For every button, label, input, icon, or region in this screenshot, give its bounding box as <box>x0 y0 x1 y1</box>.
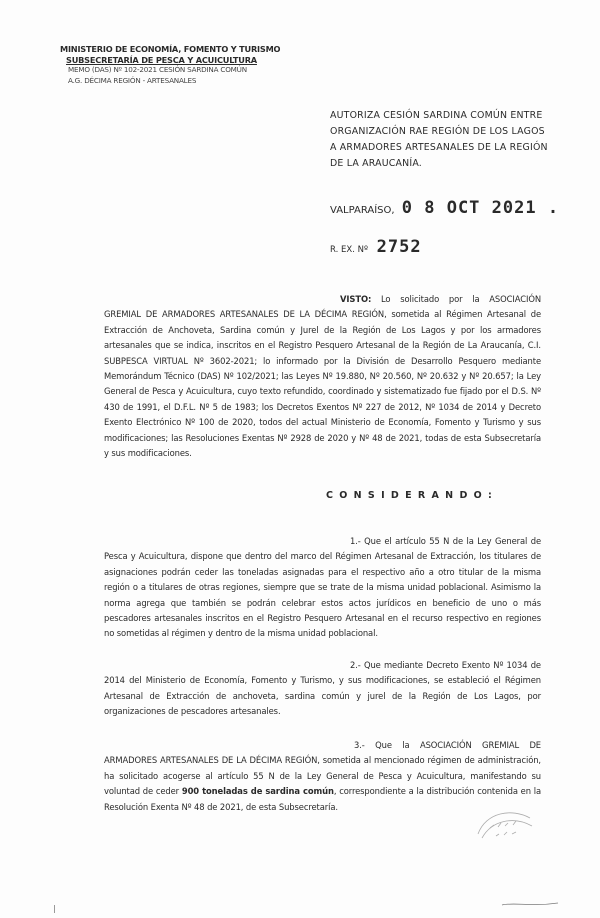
paragraph-3-end: , correspondiente a la distribución contenida en la Resolución Exenta Nº 48 de 2021, de esta Subsecretaría. <box>104 786 541 812</box>
visto-text: Lo solicitado por la ASOCIACIÓN GREMIAL DE ARMADORES ARTESANALES DE LA DÉCIMA REGIÓN, sometida al Régimen Artesanal de Extracción de Anchoveta, Sardina común y Jurel de la Región de Los Lagos y por los armadores artesanales que se indica, inscritos en el Registro Pesquero Artesanal de la Región de La Araucanía, C.I. SUBPESCA VIRTUAL Nº 3602-2021; lo informado por la División de Desarrollo Pesquero mediante Memorándum Técnico (DAS) Nº 102/2021; las Leyes Nº 19.880, Nº 20.560, Nº 20.632 y Nº 20.657; la Ley General de Pesca y Acuicultura, cuyo texto refundido, coordinado y sistematizado fue fijado por el D.S. Nº 430 de 1991, el D.F.L. Nº 5 de 1983; los Decretos Exentos Nº 227 de 2012, Nº 1034 de 2014 y Decreto Exento Electrónico Nº 100 de 2020, todos del actual Ministerio de Economía, Fomento y Turismo y sus modificaciones; las Resoluciones Exentas Nº 2928 de 2020 y Nº 48 de 2021, todas de esta Subsecretaría y sus modificaciones. <box>104 294 541 459</box>
letterhead <box>60 44 300 86</box>
ministry-name: MINISTERIO DE ECONOMÍA, FOMENTO Y TURISMO <box>60 44 281 54</box>
considerando-heading: C O N S I D E R A N D O : <box>326 490 494 501</box>
scan-edge-mark <box>54 905 63 913</box>
resolution-number <box>330 237 422 257</box>
visto-label: VISTO: <box>340 294 372 304</box>
document-title: AUTORIZA CESIÓN SARDINA COMÚN ENTRE ORGANIZACIÓN RAE REGIÓN DE LOS LAGOS A ARMADORES ARTESANALES DE LA REGIÓN DE LA ARAUCANÍA. <box>330 110 548 169</box>
subsecretariat-name: SUBSECRETARÍA DE PESCA Y ACUICULTURA <box>66 54 257 65</box>
ceded-tonnage: 900 toneladas de sardina común <box>181 786 334 797</box>
place-date <box>330 198 559 218</box>
memo-reference: MEMO (DAS) Nº 102-2021 CESIÓN SARDINA COMÚN <box>68 65 247 74</box>
paragraph-3-start: 3.- Que la ASOCIACIÓN GREMIAL DE ARMADORES ARTESANALES DE LA DÉCIMA REGIÓN, sometida al mencionado régimen de administración, ha solicitado acogerse al artículo 55 N de la Ley General de Pesca y Acuicultura, manifestando su voluntad de ceder <box>104 740 541 797</box>
considerando-paragraph-3 <box>104 738 541 815</box>
stamped-date: 0 8 OCT 2021 . <box>401 198 560 218</box>
resolution-label: R. EX. Nº <box>330 245 368 255</box>
memo-subreference: A.G. DÉCIMA REGIÓN - ARTESANALES <box>68 75 197 85</box>
resolution-value: 2752 <box>376 237 422 257</box>
place-label: VALPARAÍSO, <box>330 205 395 216</box>
official-stamp-icon <box>472 806 536 842</box>
signature-mark-icon <box>500 900 560 908</box>
considerando-paragraph-2: 2.- Que mediante Decreto Exento Nº 1034 de 2014 del Ministerio de Economía, Fomento y Turismo, y sus modificaciones, se estableció el Régimen Artesanal de Extracción de anchoveta, sardina común y jurel de la Región de Los Lagos, por organizaciones de pescadores artesanales. <box>104 660 541 717</box>
considerando-paragraph-1: 1.- Que el artículo 55 N de la Ley General de Pesca y Acuicultura, dispone que dentro del marco del Régimen Artesanal de Extracción, los titulares de asignaciones podrán ceder las toneladas asignadas para el respectivo año a otro titular de la misma región o a titulares de otras regiones, siempre que se trate de la misma unidad poblacional. Asimismo la norma agrega que también se podrán celebrar estos actos jurídicos en beneficio de uno o más pescadores artesanales inscritos en el Registro Pesquero Artesanal en el recurso respectivo en regiones no sometidas al régimen y dentro de la misma unidad poblacional. <box>104 536 541 639</box>
visto-paragraph <box>104 292 541 461</box>
